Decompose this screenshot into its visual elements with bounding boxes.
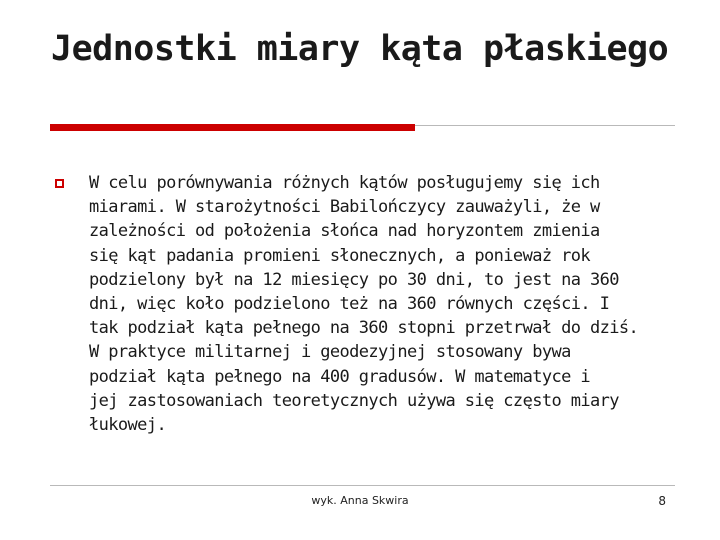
hollow-square-bullet-icon — [55, 179, 64, 188]
title-accent-bar — [50, 124, 415, 131]
footer-divider-line — [50, 485, 675, 486]
page-number: 8 — [658, 494, 666, 508]
slide-title: Jednostki miary kąta płaskiego — [51, 29, 669, 69]
footer-author: wyk. Anna Skwira — [311, 494, 409, 507]
bullet-text: W celu porównywania różnych kątów posługujemy się ich miarami. W starożytności Babilończycy zauważyli, że w zależności od położenia słońca nad horyzontem zmienia się kąt padania promieni słonecznych, a ponieważ rok podzielony był na 12 miesięcy po 30 dni, to jest na 360 dni, więc koło podzielono też na 360 równych części. I tak podział kąta pełnego na 360 stopni przetrwał do dziś. W praktyce militarnej i geodezyjnej stosowany bywa podział kąta pełnego na 400 gradusów. W matematyce i jej zastosowaniach teoretycznych używa się często miary łukowej. — [89, 173, 639, 436]
